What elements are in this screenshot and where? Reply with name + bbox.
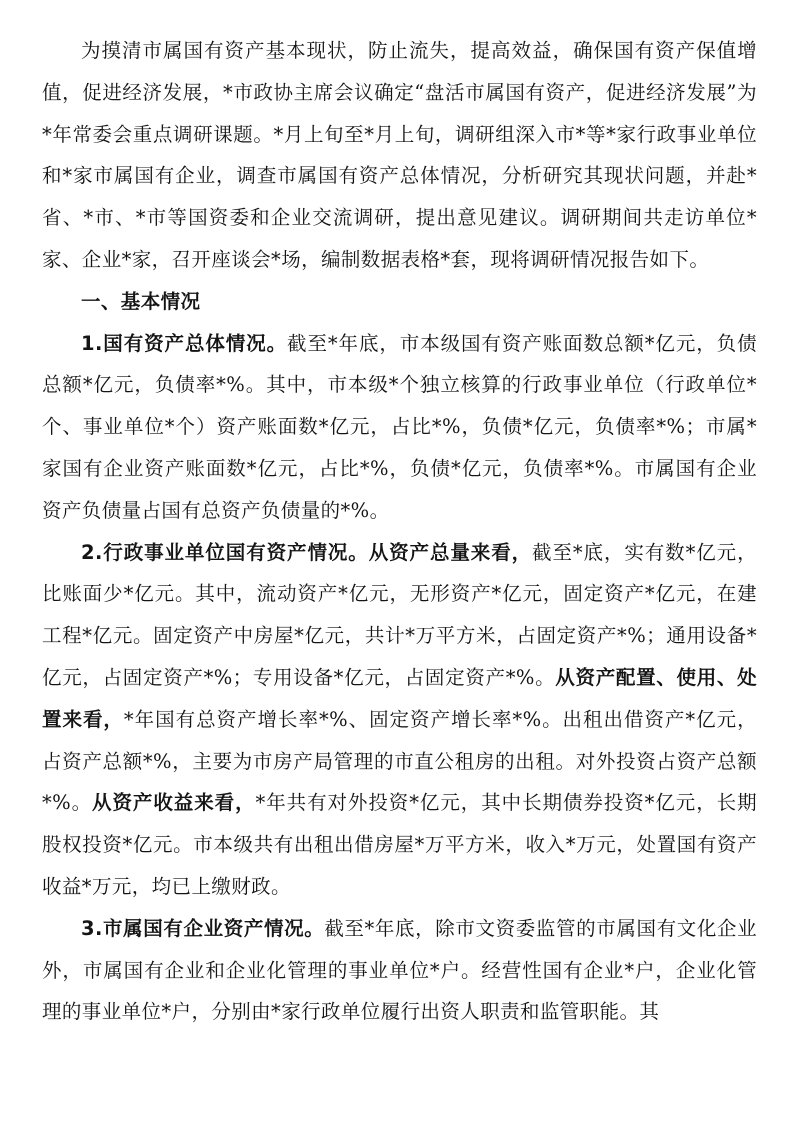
item-2-lead: 2.行政事业单位国有资产情况。 — [81, 540, 369, 564]
item-2-text-allocation: *年国有总资产增长率*%、固定资产增长率*%。出租出借资产*亿元，占资产总额*%，主要为市房产局管理的市直公租房的出租。对外投资占资产总额*%。 — [42, 707, 757, 815]
item-1-body: 截至*年底，市本级国有资产账面数总额*亿元，负债总额*亿元，负债率*%。其中，市本级*个独立核算的行政事业单位（行政单位*个、事业单位*个）资产账面数*亿元，占比*%，负债*亿元，负债率*%；市属*家国有企业资产账面数*亿元，占比*%，负债*亿元，负债率*%。市属国有企业资产负债量占国有总资产负债量的*%。 — [42, 331, 757, 522]
paragraph-total-assets — [42, 323, 757, 532]
paragraph-state-enterprises-assets — [42, 908, 757, 1033]
item-2-emph-income: 从资产收益来看， — [92, 791, 256, 815]
document-page — [42, 30, 757, 1120]
item-3-body: 截至*年底，除市文资委监管的市属国有文化企业外，市属国有企业和企业化管理的事业单位*户。经营性国有企业*户，企业化管理的事业单位*户，分别由*家行政单位履行出资人职责和监管职能。其 — [42, 916, 757, 1024]
item-2-text-income: *年共有对外投资*亿元，其中长期债券投资*亿元，长期股权投资*亿元。市本级共有出租出借房屋*万平方米，收入*万元，处置国有资产收益*万元，均已上缴财政。 — [42, 791, 757, 898]
item-2-text-total: 截至*底，实有数*亿元，比账面少*亿元。其中，流动资产*亿元，无形资产*亿元，固定资产*亿元，在建工程*亿元。固定资产中房屋*亿元，共计*万平方米，占固定资产*%；通用设备*亿元，占固定资产*%；专用设备*亿元，占固定资产*%。 — [42, 540, 757, 689]
item-2-emph-total: 从资产总量来看， — [368, 540, 533, 564]
item-3-lead: 3.市属国有企业资产情况。 — [81, 916, 325, 940]
item-2-emph-allocation: 从资产配置、使用、处置来看， — [42, 665, 757, 731]
paragraph-admin-units-assets — [42, 532, 757, 908]
intro-paragraph: 为摸清市属国有资产基本现状，防止流失，提高效益，确保国有资产保值增值，促进经济发展，*市政协主席会议确定“盘活市属国有资产，促进经济发展”为*年常委会重点调研课题。*月上旬至*月上旬，调研组深入市*等*家行政事业单位和*家市属国有企业，调查市属国有资产总体情况，分析研究其现状问题，并赴*省、*市、*市等国资委和企业交流调研，提出意见建议。调研期间共走访单位*家、企业*家，召开座谈会*场，编制数据表格*套，现将调研情况报告如下。 — [42, 39, 757, 271]
section-heading-basic-situation: 一、基本情况 — [81, 289, 201, 313]
item-1-lead: 1.国有资产总体情况。 — [81, 331, 288, 355]
